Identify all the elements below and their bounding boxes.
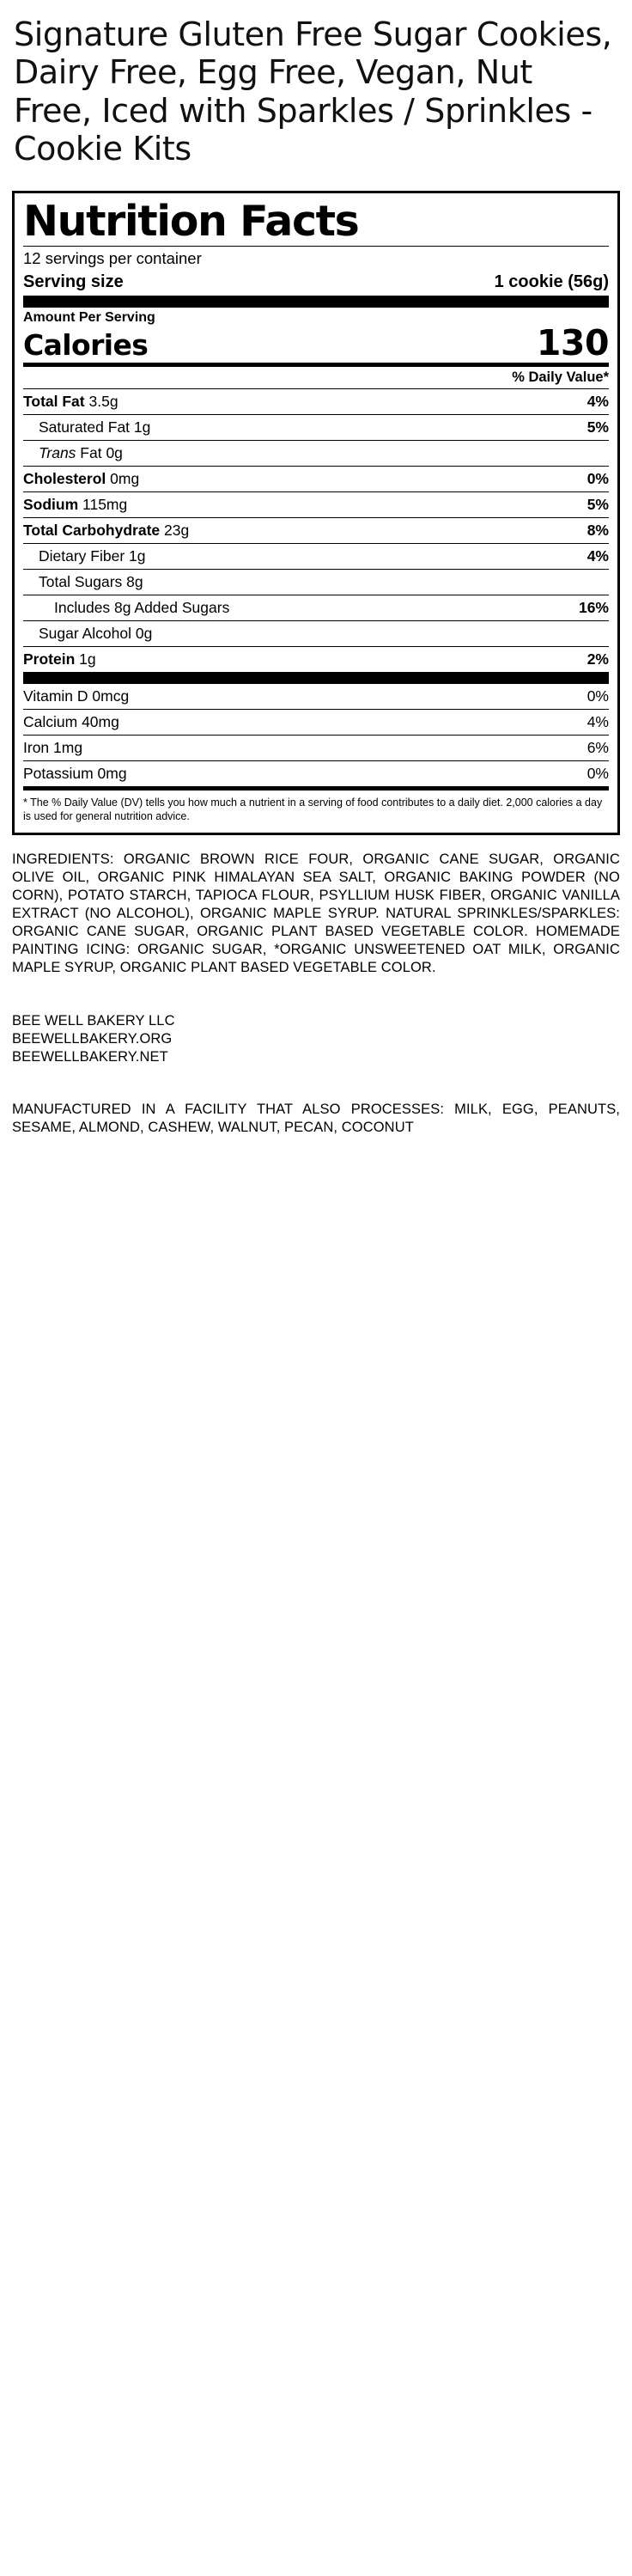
nutrient-name: Total Fat 3.5g: [23, 392, 118, 410]
nutrient-name: Sugar Alcohol 0g: [39, 624, 153, 642]
micronutrient-name: Calcium 40mg: [23, 712, 119, 730]
calories-row: [23, 321, 609, 363]
nutrient-name: Includes 8g Added Sugars: [54, 598, 230, 616]
nutrient-daily-value: 5%: [586, 495, 609, 513]
nutrient-daily-value: 5%: [586, 418, 609, 436]
nutrient-name: Saturated Fat 1g: [39, 418, 151, 436]
ingredients-text: INGREDIENTS: ORGANIC BROWN RICE FOUR, ORGANIC CANE SUGAR, ORGANIC OLIVE OIL, ORGANIC PINK HIMALAYAN SEA SALT, ORGANIC BAKING POWDER (NO CORN), POTATO STARCH, TAPIOCA FLOUR, PSYLLIUM HUSK FIBER, ORGANIC VANILLA EXTRACT (NO ALCOHOL), ORGANIC MAPLE SYRUP. NATURAL SPRINKLES/SPARKLES: ORGANIC CANE SUGAR, ORGANIC PLANT BASED VEGETABLE COLOR. HOMEMADE PAINTING ICING: ORGANIC SUGAR, *ORGANIC UNSWEETENED OAT MILK, ORGANIC MAPLE SYRUP, ORGANIC PLANT BASED VEGETABLE COLOR.: [12, 851, 620, 976]
nutrient-name: Trans Fat 0g: [39, 443, 123, 461]
nutrient-daily-value: 4%: [586, 392, 609, 410]
nutrient-name: Dietary Fiber 1g: [39, 546, 146, 565]
nutrient-daily-value: 4%: [586, 546, 609, 565]
nutrition-facts-panel: [12, 191, 620, 835]
daily-value-header: % Daily Value*: [512, 369, 609, 385]
nutrient-row: [23, 647, 609, 672]
spacer: [12, 978, 620, 997]
micronutrient-row: [23, 761, 609, 786]
label-page: [0, 0, 632, 1157]
page-title: Signature Gluten Free Sugar Cookies, Dairy Free, Egg Free, Vegan, Nut Free, Iced with Sparkles / Sprinkles - Cookie Kits: [14, 15, 612, 168]
divider-thick: [23, 296, 609, 308]
servings-per-container: 12 servings per container: [23, 248, 202, 267]
company-name: BEE WELL BAKERY LLC: [12, 1012, 175, 1029]
micronutrient-row: [23, 736, 609, 760]
company-website-net[interactable]: BEEWELLBAKERY.NET: [12, 1048, 168, 1065]
nutrient-name: Total Carbohydrate 23g: [23, 521, 190, 539]
micronutrient-row: [23, 684, 609, 709]
nutrient-row: [23, 389, 609, 414]
nutrient-row: [23, 467, 609, 491]
nutrient-name: Protein 1g: [23, 650, 96, 668]
nutrient-row: [23, 415, 609, 440]
nutrition-facts-heading: Nutrition Facts: [23, 196, 359, 246]
calories-label: Calories: [23, 328, 149, 363]
nutrient-name: Sodium 115mg: [23, 495, 128, 513]
nutrient-name: Total Sugars 8g: [39, 572, 143, 590]
nutrient-daily-value: 0%: [586, 469, 609, 487]
micronutrient-name: Iron 1mg: [23, 738, 83, 756]
nutrient-daily-value: 8%: [586, 521, 609, 539]
amount-per-serving-label: Amount Per Serving: [23, 309, 155, 325]
nutrient-row: [23, 518, 609, 543]
daily-value-footnote: * The % Daily Value (DV) tells you how much a nutrient in a serving of food contributes to a daily diet. 2,000 calories a day is used for general nutrition advice.: [23, 796, 603, 823]
micronutrient-name: Vitamin D 0mcg: [23, 687, 130, 705]
allergen-statement: MANUFACTURED IN A FACILITY THAT ALSO PROCESSES: MILK, EGG, PEANUTS, SESAME, ALMOND, CASHEW, WALNUT, PECAN, COCONUT: [12, 1101, 620, 1135]
divider-thick: [23, 672, 609, 684]
micronutrient-daily-value: 6%: [586, 738, 609, 756]
calories-value: 130: [536, 321, 609, 363]
nutrient-row: [23, 595, 609, 620]
micronutrient-name: Potassium 0mg: [23, 764, 127, 782]
spacer: [12, 1066, 620, 1085]
company-info: [12, 1012, 620, 1066]
nutrient-daily-value: 16%: [578, 598, 609, 616]
nutrient-rows: [23, 389, 609, 672]
micronutrient-daily-value: 0%: [586, 687, 609, 705]
micronutrient-daily-value: 0%: [586, 764, 609, 782]
serving-size-label: Serving size: [23, 272, 124, 291]
nutrient-name: Cholesterol 0mg: [23, 469, 140, 487]
nutrient-daily-value: 2%: [586, 650, 609, 668]
micronutrient-daily-value: 4%: [586, 712, 609, 730]
nutrient-row: [23, 621, 609, 646]
nutrient-row: [23, 492, 609, 517]
nutrient-row: [23, 570, 609, 595]
nutrient-row: [23, 441, 609, 466]
company-website-org[interactable]: BEEWELLBAKERY.ORG: [12, 1030, 173, 1047]
serving-size-row: [23, 271, 609, 296]
nutrient-row: [23, 544, 609, 569]
micronutrient-row: [23, 710, 609, 735]
micronutrient-rows: [23, 684, 609, 786]
serving-size-value: 1 cookie (56g): [494, 272, 609, 291]
